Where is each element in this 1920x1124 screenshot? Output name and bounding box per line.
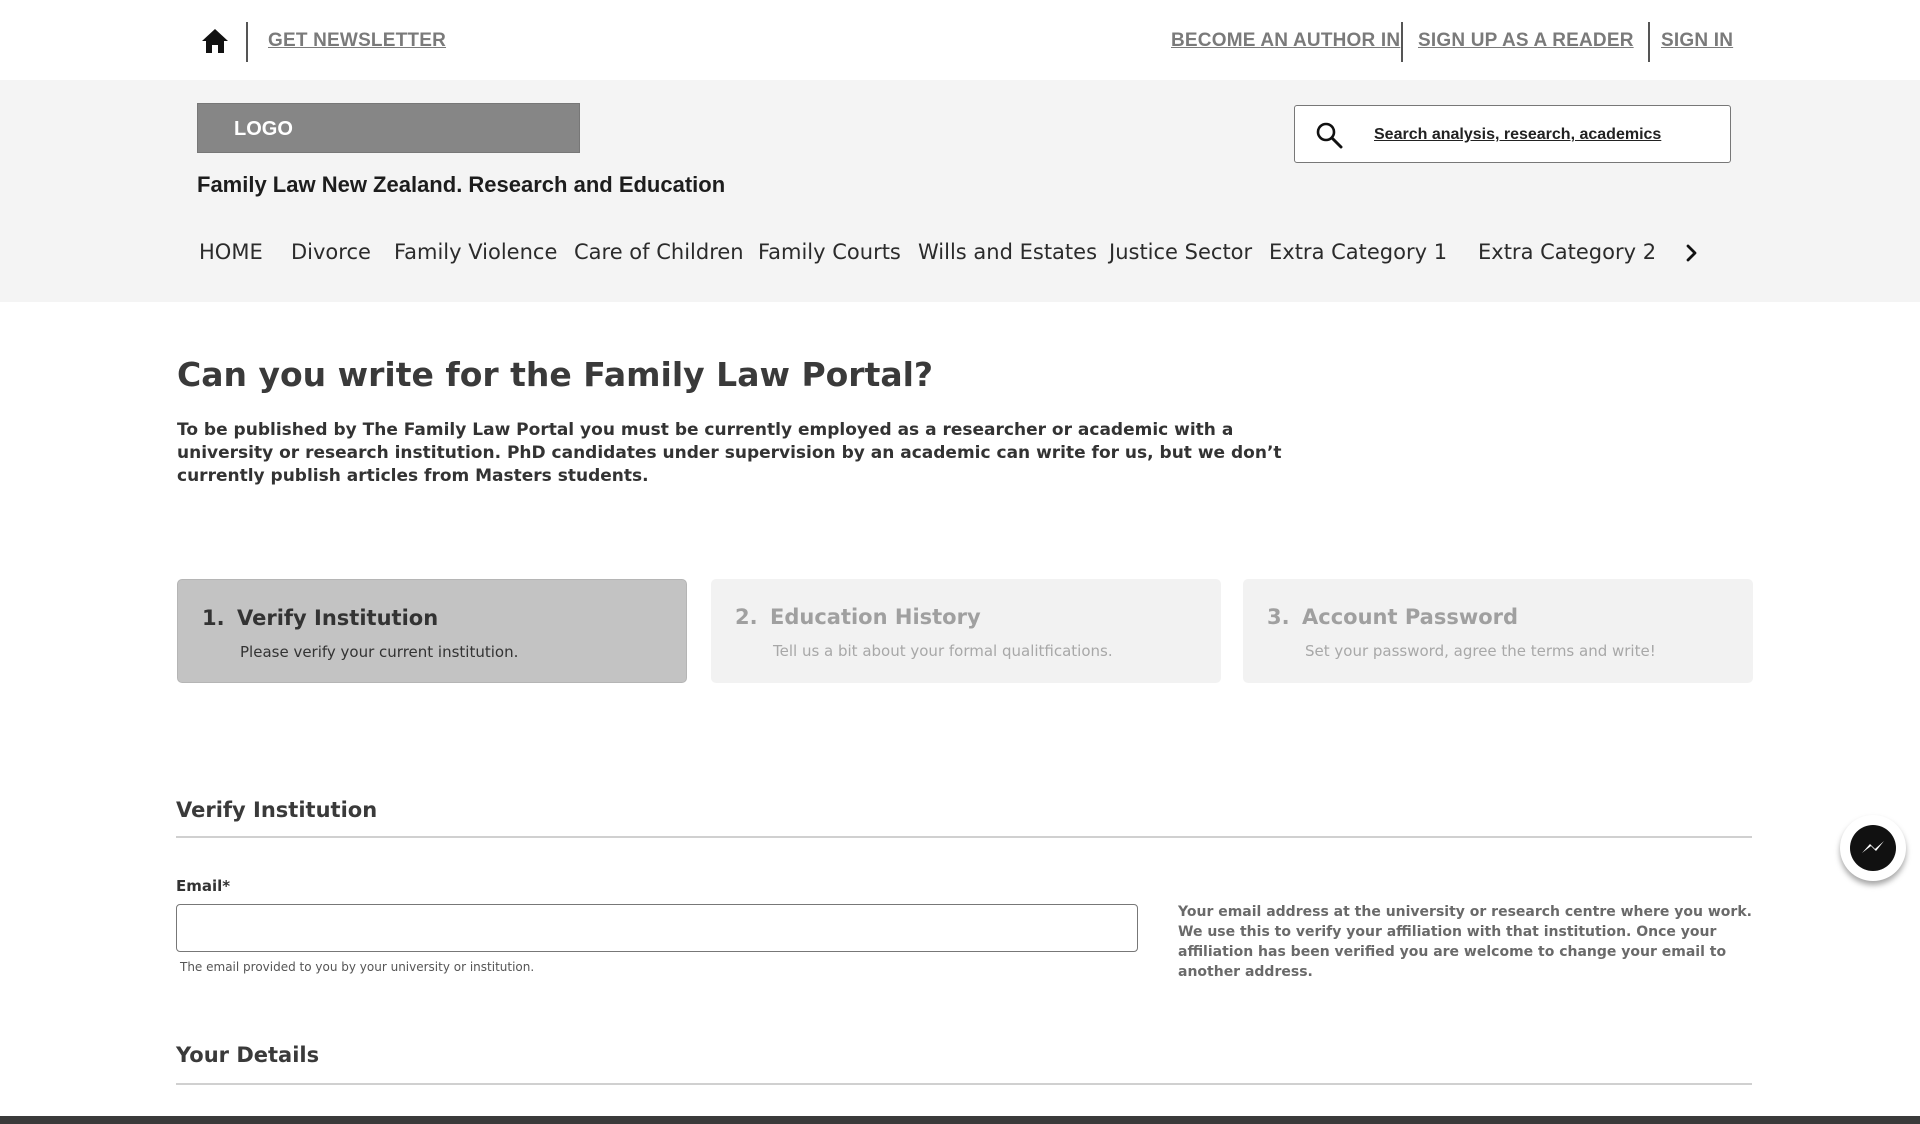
step-number: 1.: [202, 606, 225, 630]
category-nav: [0, 240, 1920, 290]
nav-item-home[interactable]: HOME: [199, 240, 263, 264]
nav-item-justice-sector[interactable]: Justice Sector: [1109, 240, 1253, 264]
step-education-history[interactable]: [711, 579, 1221, 683]
step-subtitle: Set your password, agree the terms and write!: [1305, 642, 1656, 660]
email-help-text: The email provided to you by your university or institution.: [180, 960, 535, 974]
step-number: 3.: [1267, 605, 1290, 629]
bottom-bar: [0, 1116, 1920, 1124]
divider: [1401, 22, 1403, 62]
step-title: Verify Institution: [237, 606, 439, 630]
chevron-right-icon[interactable]: [1680, 238, 1704, 268]
your-details-heading: Your Details: [176, 1043, 320, 1067]
nav-item-care-of-children[interactable]: Care of Children: [574, 240, 744, 264]
search-input[interactable]: Search analysis, research, academics: [1374, 126, 1662, 143]
search-box[interactable]: [1294, 105, 1731, 163]
nav-item-divorce[interactable]: Divorce: [291, 240, 371, 264]
intro-text: To be published by The Family Law Portal you must be currently employed as a researcher or academic with a university or research institution. PhD candidates under supervision by an academic can write for us, but we don’t currently publish articles from Masters students.: [177, 420, 1282, 486]
sign-in-link[interactable]: SIGN IN: [1661, 30, 1734, 51]
site-logo[interactable]: LOGO: [197, 103, 580, 153]
step-verify-institution[interactable]: [177, 579, 687, 683]
step-title: Account Password: [1302, 605, 1519, 629]
section-divider: [176, 1083, 1752, 1085]
nav-item-family-violence[interactable]: Family Violence: [394, 240, 558, 264]
page-title: Can you write for the Family Law Portal?: [177, 355, 934, 394]
nav-item-extra-category-2[interactable]: Extra Category 2: [1478, 240, 1657, 264]
messenger-icon: [1850, 825, 1896, 871]
home-button[interactable]: [200, 26, 230, 56]
nav-item-extra-category-1[interactable]: Extra Category 1: [1269, 240, 1448, 264]
verify-institution-heading: Verify Institution: [176, 798, 378, 822]
step-subtitle: Please verify your current institution.: [240, 643, 519, 661]
step-account-password[interactable]: [1243, 579, 1753, 683]
home-icon: [201, 28, 229, 54]
divider: [246, 22, 248, 62]
newsletter-link[interactable]: GET NEWSLETTER: [268, 30, 447, 51]
site-header: [0, 80, 1920, 302]
divider: [1648, 22, 1650, 62]
step-subtitle: Tell us a bit about your formal qualitfications.: [773, 642, 1113, 660]
nav-item-family-courts[interactable]: Family Courts: [758, 240, 901, 264]
email-note: Your email address at the university or research centre where you work. We use this to verify your affiliation with that institution. Once your affiliation has been verified you are welcome to change your email to another address.: [1178, 904, 1752, 980]
email-label: Email*: [176, 877, 231, 895]
sign-up-reader-link[interactable]: SIGN UP AS A READER: [1418, 30, 1634, 51]
search-icon: [1315, 121, 1343, 149]
messenger-button[interactable]: [1840, 815, 1906, 881]
step-title: Education History: [770, 605, 981, 629]
step-number: 2.: [735, 605, 758, 629]
site-name: Family Law New Zealand. Research and Education: [197, 172, 726, 197]
top-utility-bar: [0, 0, 1920, 80]
nav-item-wills-and-estates[interactable]: Wills and Estates: [918, 240, 1098, 264]
email-field[interactable]: [176, 904, 1138, 952]
section-divider: [176, 836, 1752, 838]
become-author-link[interactable]: BECOME AN AUTHOR IN: [1171, 30, 1401, 51]
